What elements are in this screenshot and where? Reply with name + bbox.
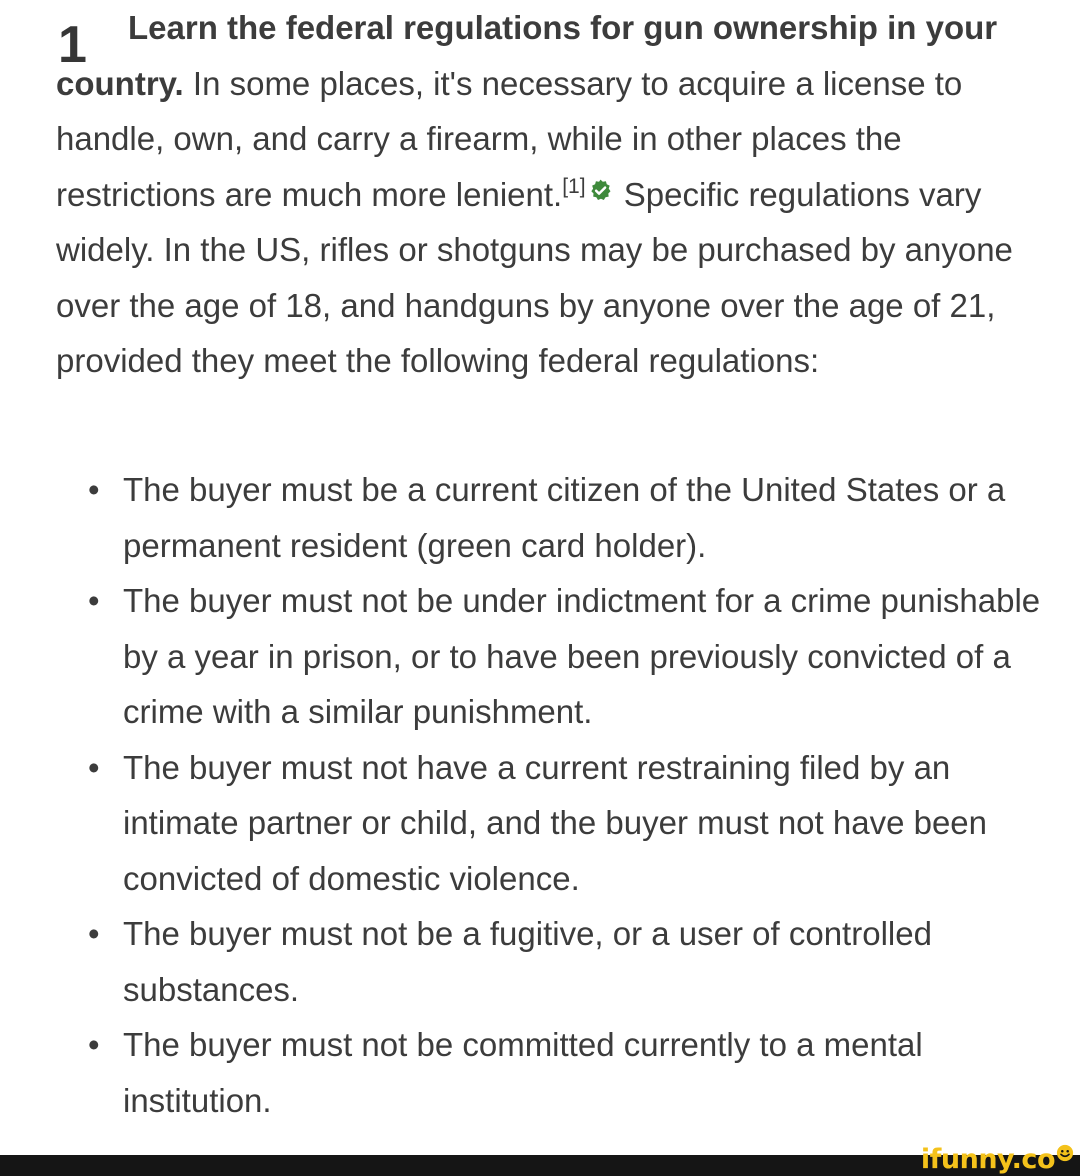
step-text-part-2: Specific regulations vary widely. In the US, rifles or shotguns may be purchased by anyone over the age of 18, and handguns by anyone over the age of 21, provided they meet the following federal regulations: bbox=[56, 175, 1013, 379]
list-item-text: The buyer must not be a fugitive, or a user of controlled substances. bbox=[123, 915, 932, 1008]
list-item-text: The buyer must not be under indictment for a crime punishable by a year in prison, or to have been previously convicted of a crime with a similar punishment. bbox=[123, 582, 1041, 730]
bullet: • bbox=[88, 915, 100, 952]
list-item bbox=[88, 740, 1073, 907]
bullet: • bbox=[88, 748, 100, 786]
citation-link[interactable]: [1] bbox=[562, 174, 586, 198]
list-item-text: The buyer must not be committed currently to a mental institution. bbox=[123, 1026, 923, 1119]
list-item bbox=[88, 462, 1073, 573]
bullet: • bbox=[88, 471, 100, 508]
step-text-part-1: In some places, it's necessary to acquire a license to handle, own, and carry a firearm, while in other places the restrictions are much more lenient. bbox=[56, 64, 963, 213]
list-item-text: The buyer must be a current citizen of the United States or a permanent resident (green card holder). bbox=[123, 471, 1006, 564]
step-paragraph bbox=[56, 0, 1046, 389]
list-item bbox=[88, 1017, 1073, 1128]
expert-badge-check-icon[interactable] bbox=[588, 178, 613, 203]
list-item-text: The buyer must not have a current restraining filed by an intimate partner or child, and the buyer must not have been convicted of domestic violence. bbox=[123, 748, 988, 897]
step-headline: Learn the federal regulations for gun ownership in your country. bbox=[56, 9, 998, 102]
regulations-list bbox=[88, 462, 1073, 1128]
list-item bbox=[88, 573, 1073, 740]
bullet: • bbox=[88, 1026, 100, 1063]
smiley-icon bbox=[1056, 1144, 1074, 1162]
ifunny-watermark bbox=[921, 1144, 1074, 1176]
watermark-text: ifunny.co bbox=[920, 1144, 1055, 1175]
list-item bbox=[88, 906, 1073, 1017]
footer-bar bbox=[0, 1155, 1080, 1176]
step-number: 1 bbox=[58, 16, 87, 74]
bullet: • bbox=[88, 582, 100, 619]
